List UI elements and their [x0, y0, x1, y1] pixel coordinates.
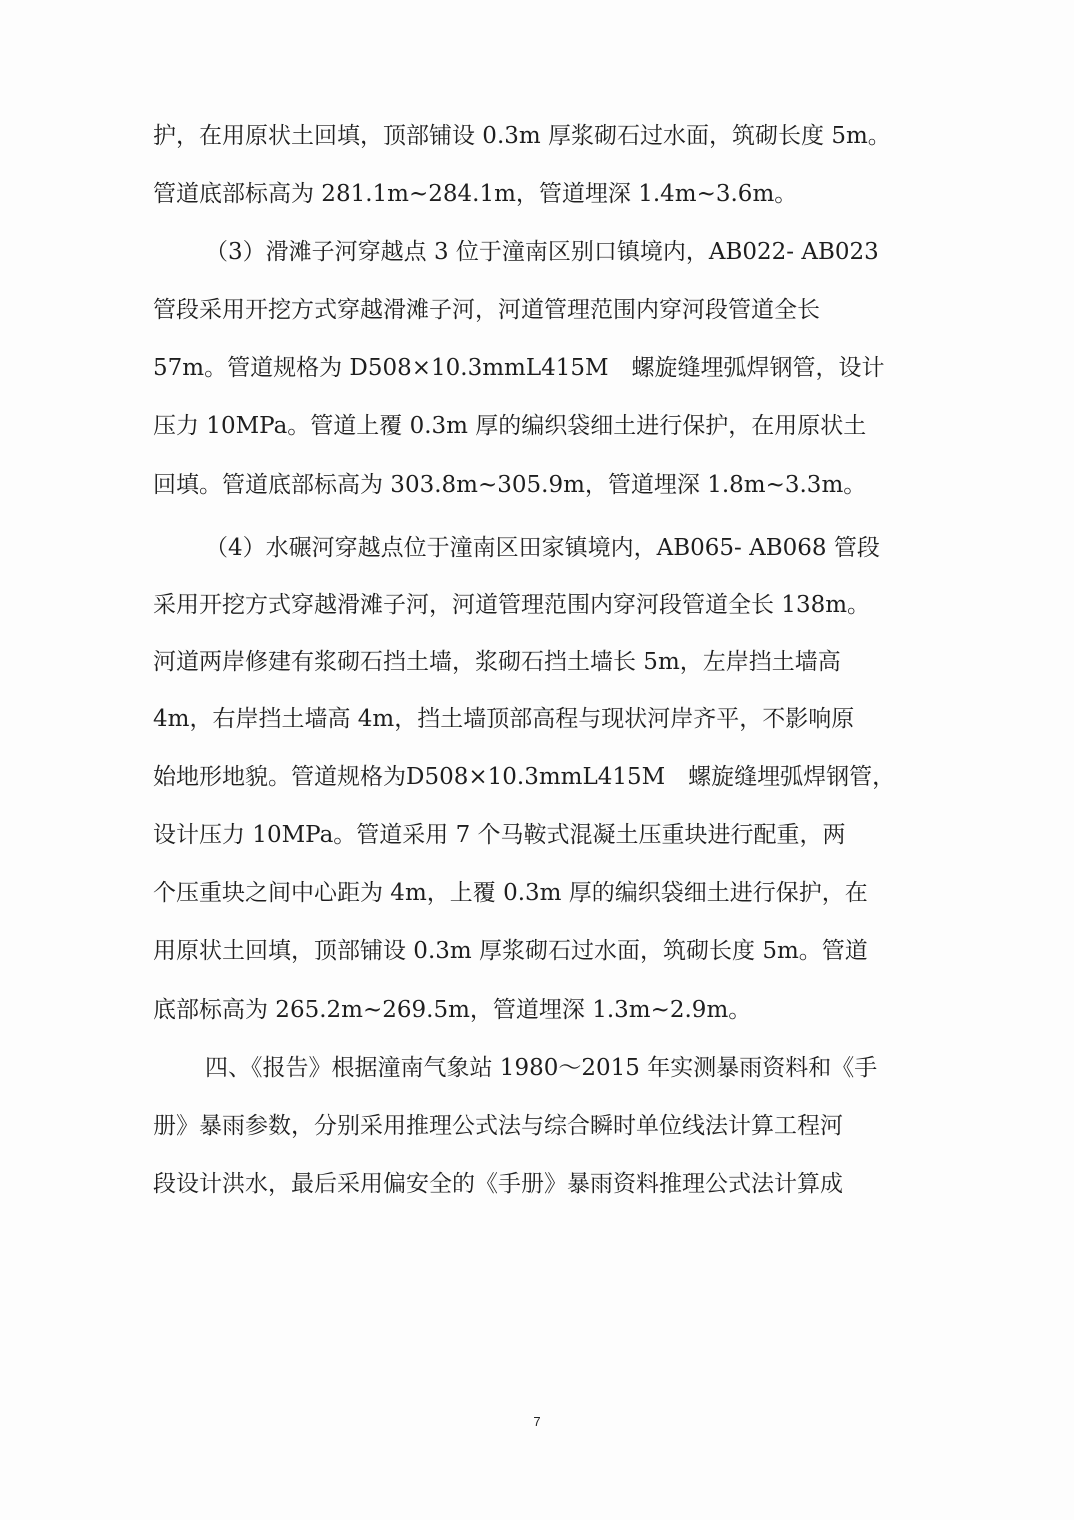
text-line: （4）水碾河穿越点位于潼南区田家镇境内，AB065- AB068 管段 [205, 535, 880, 561]
text-line: 四、《报告》根据潼南气象站 1980～2015 年实测暴雨资料和《手 [205, 1055, 878, 1081]
text-line: 57m。管道规格为 D508×10.3mmL415M 螺旋缝埋弧焊钢管，设计 [153, 355, 885, 381]
text-line: 采用开挖方式穿越滑滩子河，河道管理范围内穿河段管道全长 138m。 [153, 592, 871, 618]
text-line: 册》暴雨参数，分别采用推理公式法与综合瞬时单位线法计算工程河 [153, 1113, 843, 1139]
text-line: 个压重块之间中心距为 4m，上覆 0.3m 厚的编织袋细土进行保护，在 [153, 880, 868, 906]
text-line: （3）滑滩子河穿越点 3 位于潼南区别口镇境内，AB022- AB023 [205, 239, 879, 265]
text-line: 管道底部标高为 281.1m~284.1m，管道埋深 1.4m~3.6m。 [153, 181, 798, 207]
text-line: 段设计洪水，最后采用偏安全的《手册》暴雨资料推理公式法计算成 [153, 1171, 843, 1197]
text-line: 护，在用原状土回填，顶部铺设 0.3m 厚浆砌石过水面，筑砌长度 5m。 [153, 123, 891, 149]
text-line: 压力 10MPa。管道上覆 0.3m 厚的编织袋细土进行保护，在用原状土 [153, 413, 867, 439]
text-line: 设计压力 10MPa。管道采用 7 个马鞍式混凝土压重块进行配重，两 [153, 822, 846, 848]
text-line: 底部标高为 265.2m~269.5m，管道埋深 1.3m~2.9m。 [153, 997, 752, 1023]
text-line: 始地形地貌。管道规格为D508×10.3mmL415M 螺旋缝埋弧焊钢管， [153, 764, 896, 790]
text-line: 用原状土回填，顶部铺设 0.3m 厚浆砌石过水面，筑砌长度 5m。管道 [153, 938, 868, 964]
text-line: 4m，右岸挡土墙高 4m，挡土墙顶部高程与现状河岸齐平，不影响原 [153, 706, 855, 732]
text-line: 管段采用开挖方式穿越滑滩子河，河道管理范围内穿河段管道全长 [153, 297, 820, 323]
text-line: 回填。管道底部标高为 303.8m~305.9m，管道埋深 1.8m~3.3m。 [153, 472, 867, 498]
text-line: 河道两岸修建有浆砌石挡土墙，浆砌石挡土墙长 5m，左岸挡土墙高 [153, 649, 841, 675]
page-number: 7 [533, 1414, 541, 1429]
